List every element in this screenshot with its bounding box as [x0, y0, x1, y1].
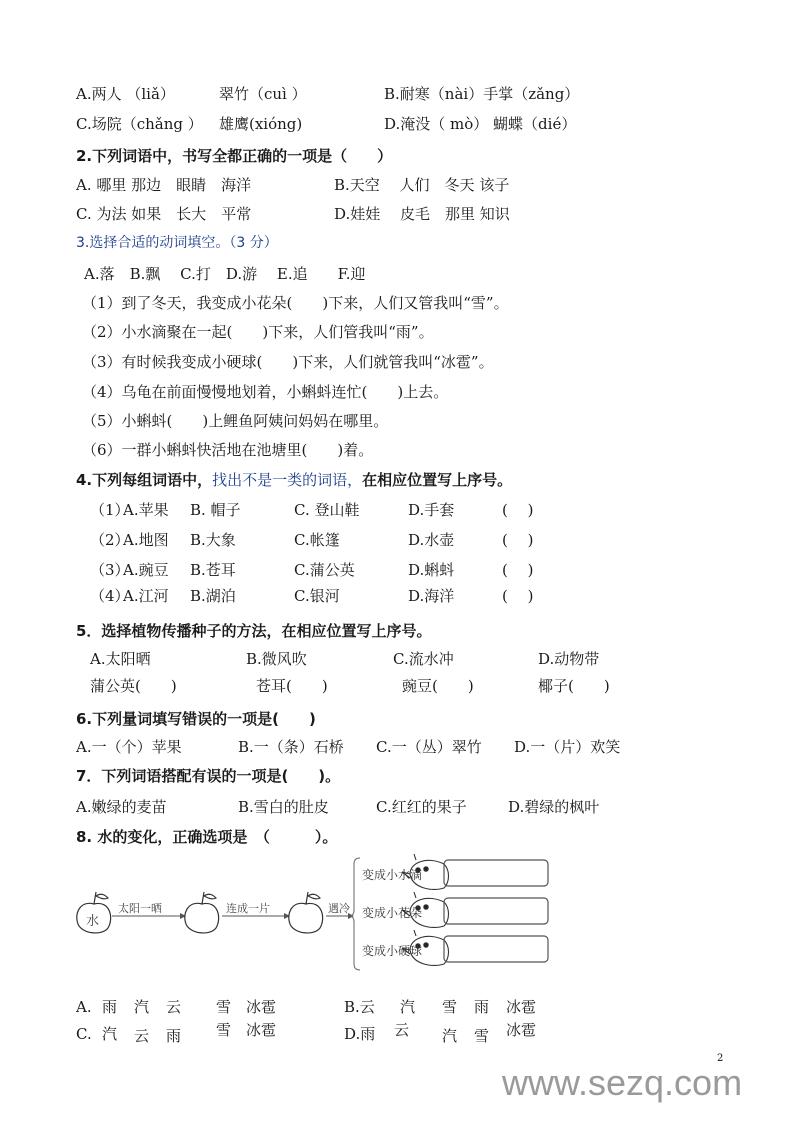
q5-method-d: D.动物带 [538, 650, 600, 668]
option-word: D.雨 [344, 1025, 376, 1043]
q5-method-a: A.太阳晒 [90, 650, 151, 668]
q4-option-c: C. 登山鞋 [294, 501, 360, 519]
q1-option-a: A.两人 （liǎ） [76, 85, 175, 103]
q1-option-d: D.淹没（ mò） 蝴蝶（dié） [384, 115, 577, 133]
q5-method-b: B.微风吹 [246, 650, 307, 668]
option-word: 冰雹 [506, 998, 537, 1016]
option-word: 雪 [216, 1021, 232, 1039]
q7-option-c: C.红红的果子 [376, 798, 467, 816]
q4-title-part2: 找出不是一类的词语， [212, 471, 363, 489]
option-word: 汽 [442, 1027, 458, 1045]
q4-answer-blank[interactable]: ( ) [502, 531, 534, 549]
q4-option-a: A.地图 [123, 531, 169, 549]
q4-row-number: （2） [90, 531, 130, 549]
q8-title: 8. 水的变化，正确选项是 （ ）。 [76, 828, 338, 846]
option-word: 云 [166, 998, 182, 1016]
option-word: 汽 [102, 1025, 118, 1043]
q2-option-d: D.娃娃 皮毛 那里 知识 [334, 205, 510, 223]
q6-option-d: D.一（片）欢笑 [514, 738, 621, 756]
q4-option-a: A.苹果 [123, 501, 169, 519]
watermark: www.sezq.com [502, 1062, 743, 1103]
q3-item-5: （5）小蝌蚪( )上鲤鱼阿姨问妈妈在哪里。 [82, 412, 389, 430]
q4-option-b: B.大象 [190, 531, 236, 549]
option-word: 冰雹 [246, 1021, 277, 1039]
q4-row-number: （3） [90, 561, 130, 579]
q2-title: 2.下列词语中，书写全都正确的一项是（ ） [76, 147, 393, 165]
diagram-arrow2-label: 连成一片 [226, 902, 270, 915]
q6-title: 6.下列量词填写错误的一项是( ) [76, 710, 316, 728]
option-word: 雨 [102, 998, 118, 1016]
water-cycle-diagram [72, 852, 552, 974]
diagram-start-label: 水 [86, 914, 100, 929]
option-word: 雪 [442, 998, 458, 1016]
q4-title-part1: 4.下列每组词语中， [76, 471, 213, 489]
option-word: 雪 [216, 998, 232, 1016]
q3-item-4: （4）乌龟在前面慢慢地划着，小蝌蚪连忙( )上去。 [82, 383, 449, 401]
q1-option-c: C.场院（chǎng ） [76, 115, 203, 133]
q4-option-d: D.水壶 [408, 531, 455, 549]
page-number: 2 [717, 1053, 724, 1064]
q4-row-number: （1） [90, 501, 130, 519]
q4-title [76, 470, 512, 490]
option-word: 云 [394, 1021, 410, 1039]
q4-option-b: B.苍耳 [190, 561, 236, 579]
q1-option-b: B.耐寒（nài）手掌（zǎng） [384, 85, 580, 103]
q5-plant-pea[interactable]: 豌豆( ) [402, 677, 474, 695]
q4-option-a: A.江河 [123, 587, 169, 605]
option-word: 冰雹 [246, 998, 277, 1016]
q3-item-1: （1）到了冬天，我变成小花朵( )下来，人们又管我叫“雪”。 [82, 294, 509, 312]
q2-option-a: A. 哪里 那边 眼睛 海洋 [76, 176, 252, 194]
q5-plant-cocklebur[interactable]: 苍耳( ) [256, 677, 328, 695]
option-word: 冰雹 [506, 1021, 537, 1039]
option-word: 汽 [400, 998, 416, 1016]
option-word: 雨 [166, 1027, 182, 1045]
option-word: 雪 [474, 1027, 490, 1045]
q4-title-part3: 在相应位置写上序号。 [362, 471, 513, 489]
q6-option-a: A.一（个）苹果 [76, 738, 182, 756]
q4-option-a: A.豌豆 [123, 561, 169, 579]
q5-method-c: C.流水冲 [393, 650, 454, 668]
q5-title: 5．选择植物传播种子的方法，在相应位置写上序号。 [76, 622, 432, 640]
q1-option-a-word2: 翠竹（cuì ） [219, 85, 307, 103]
q4-option-d: D.海洋 [408, 587, 455, 605]
q4-option-c: C.帐篷 [294, 531, 340, 549]
q5-plant-dandelion[interactable]: 蒲公英( ) [90, 677, 177, 695]
q2-option-b: B.天空 人们 冬天 该子 [334, 176, 510, 194]
q2-option-c: C. 为法 如果 长大 平常 [76, 205, 252, 223]
q7-option-a: A.嫩绿的麦苗 [76, 798, 167, 816]
diagram-branch-ball: 变成小硬球 [362, 944, 423, 958]
apple-icon [185, 892, 219, 933]
diagram-branch-droplet: 变成小水滴 [362, 868, 423, 882]
q4-row-number: （4） [90, 587, 130, 605]
diagram-branch-flower: 变成小花朵 [362, 906, 423, 920]
option-label: A. [76, 998, 92, 1016]
q3-choices: A.落 B.飘 C.打 D.游 E.追 F.迎 [84, 265, 366, 283]
q4-option-c: C.银河 [294, 587, 340, 605]
option-label: C. [76, 1025, 92, 1043]
q3-item-6: （6）一群小蝌蚪快活地在池塘里( )着。 [82, 441, 374, 459]
q7-option-b: B.雪白的肚皮 [238, 798, 329, 816]
diagram-arrow1-label: 太阳一晒 [118, 902, 162, 915]
apple-icon [289, 892, 323, 933]
q4-option-c: C.蒲公英 [294, 561, 355, 579]
q6-option-b: B.一（条）石桥 [238, 738, 344, 756]
answer-box[interactable] [444, 898, 548, 924]
option-word: 雨 [474, 998, 490, 1016]
option-word: 云 [134, 1027, 150, 1045]
q5-plant-coconut[interactable]: 椰子( ) [538, 677, 610, 695]
q4-answer-blank[interactable]: ( ) [502, 561, 534, 579]
q6-option-c: C.一（丛）翠竹 [376, 738, 482, 756]
q4-option-d: D.蝌蚪 [408, 561, 455, 579]
q4-option-d: D.手套 [408, 501, 455, 519]
q4-answer-blank[interactable]: ( ) [502, 587, 534, 605]
q3-title: 3.选择合适的动词填空。（3 分） [76, 235, 278, 251]
q4-answer-blank[interactable]: ( ) [502, 501, 534, 519]
q7-title: 7．下列词语搭配有误的一项是( )。 [76, 767, 341, 785]
q4-option-b: B.湖泊 [190, 587, 236, 605]
q7-option-d: D.碧绿的枫叶 [508, 798, 600, 816]
option-word: 汽 [134, 998, 150, 1016]
answer-box[interactable] [444, 860, 548, 886]
option-word: B.云 [344, 998, 375, 1016]
answer-box[interactable] [444, 936, 548, 962]
q4-option-b: B. 帽子 [190, 501, 241, 519]
q1-option-c-word2: 雄鹰(xióng) [219, 115, 303, 133]
q3-item-3: （3）有时候我变成小硬球( )下来，人们就管我叫“冰雹”。 [82, 353, 494, 371]
q3-item-2: （2）小水滴聚在一起( )下来，人们管我叫“雨”。 [82, 323, 434, 341]
diagram-arrow3-label: 遇冷 [328, 902, 350, 915]
